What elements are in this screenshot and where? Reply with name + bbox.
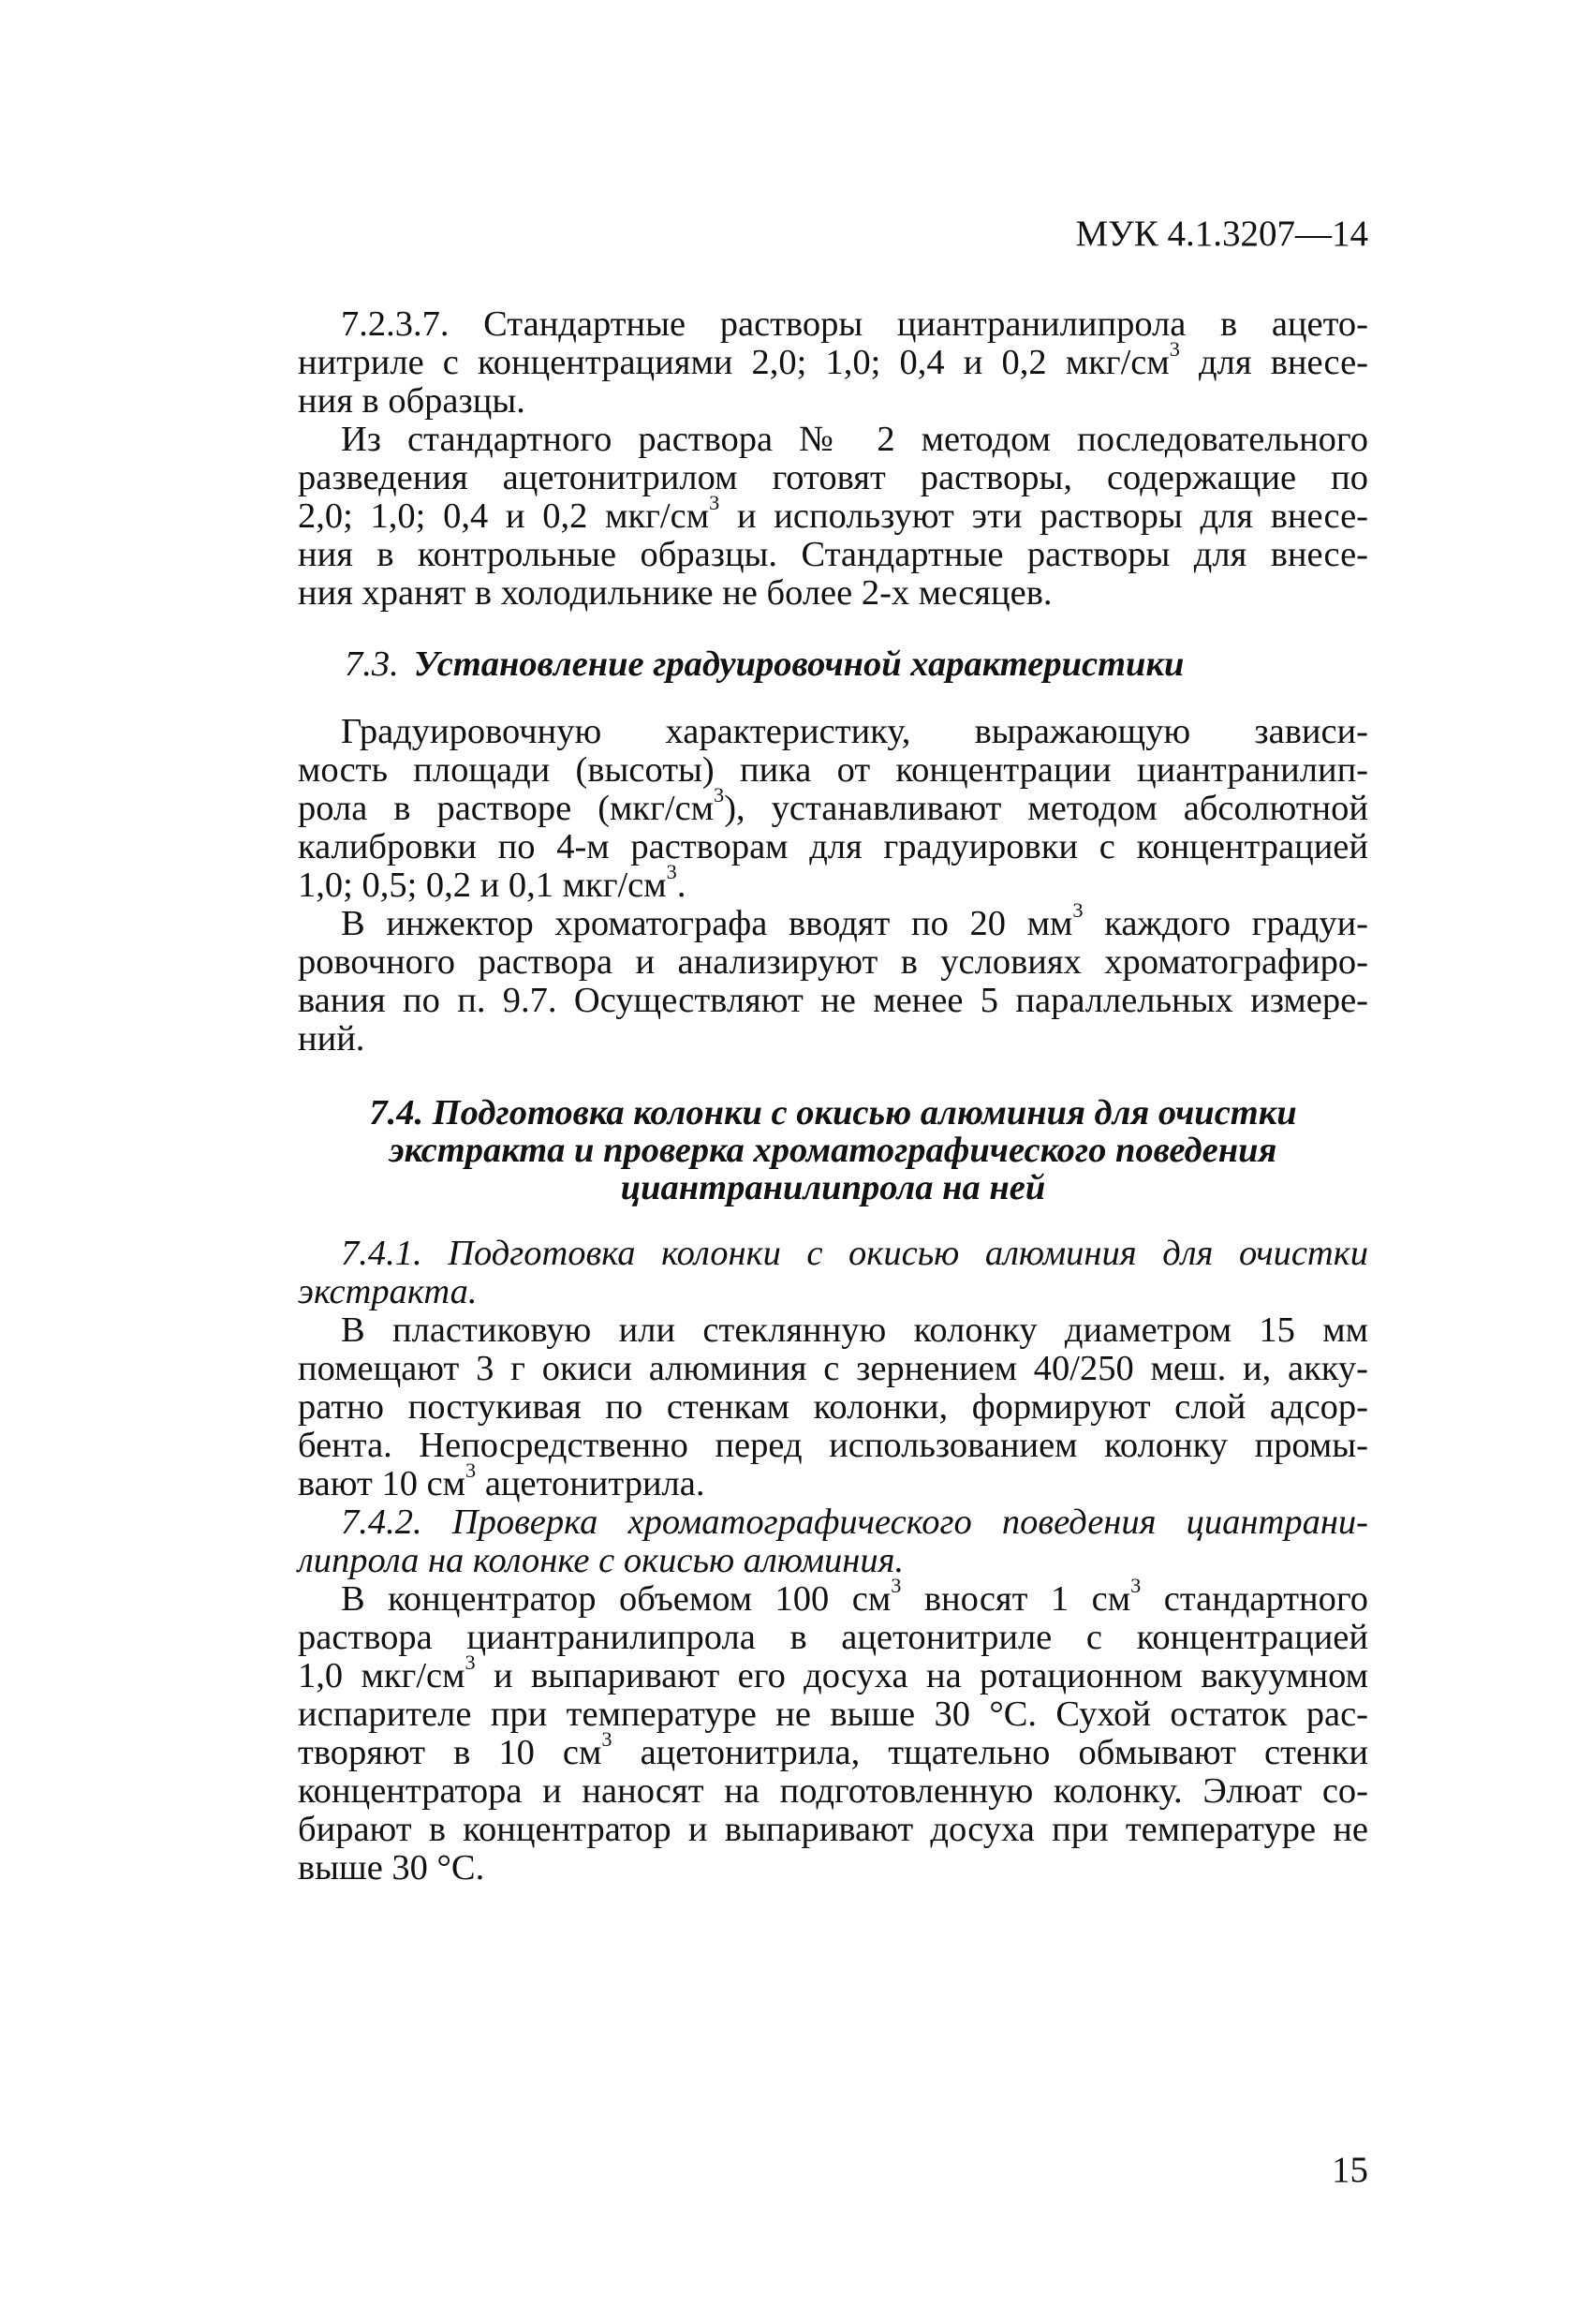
text-line: 1,0; 0,5; 0,2 и 0,1 мкг/$см^3$. xyxy=(298,860,686,905)
text-line: концентратора и наносят на подготовленную колонку. Элюат со- xyxy=(298,1771,1368,1811)
paragraph-column-prep xyxy=(298,1311,1368,1503)
paragraph-7-2-3-7 xyxy=(298,305,1368,421)
page-number: 15 xyxy=(1332,2150,1368,2190)
text-line: вания по п. 9.7. Осуществляют не менее 5 параллельных измере- xyxy=(298,981,1368,1020)
paragraph-injection xyxy=(298,898,1368,1058)
paragraph-calibration xyxy=(298,713,1368,905)
text-line: В концентратор объемом 100 $см^3$ вносят 1 $см^3$ стандартного xyxy=(341,1574,1368,1619)
text-line: ровочного раствора и анализируют в условиях хроматографиро- xyxy=(298,942,1368,982)
text-line: ратно постукивая по стенкам колонки, формируют слой адсор- xyxy=(298,1387,1368,1427)
heading-line: циантранилипрола на ней xyxy=(620,1168,1046,1207)
text-line: мость площади (высоты) пика от концентрации циантранилип- xyxy=(298,750,1368,790)
text-line: рола в растворе $(мкг/см^3)$, устанавливают методом абсолютной xyxy=(298,783,1368,828)
text-line: Градуировочную характеристику, выражающую зависи- xyxy=(341,712,1368,751)
text-line: нитриле с концентрациями 2,0; 1,0; 0,4 и 0,2 мкг/$см^3$ для внесе- xyxy=(298,337,1368,382)
document-code-header: МУК 4.1.3207—14 xyxy=(1075,214,1368,254)
heading-line: 7.4. Подготовка колонки с окисью алюминия для очистки xyxy=(369,1093,1297,1132)
text-line: испарителе при температуре не выше 30 °С. Сухой остаток рас- xyxy=(298,1695,1368,1734)
text-line: разведения ацетонитрилом готовят растворы, содержащие по xyxy=(298,458,1368,497)
text-line: 2,0; 1,0; 0,4 и 0,2 мкг/$см^3$ и используют эти растворы для внесе- xyxy=(298,491,1368,536)
text-line: липрола на колонке с окисью алюминия. xyxy=(298,1541,905,1580)
text-line: выше 30 °С. xyxy=(298,1848,485,1887)
section-heading-7-3: 7.3. Установление градуировочной характеристики xyxy=(345,644,1185,684)
text-line: ния в контрольные образцы. Стандартные растворы для внесе- xyxy=(298,535,1368,574)
text-line: 1,0 мкг/$см^3$ и выпаривают его досуха на ротационном вакуумном xyxy=(298,1650,1368,1695)
text-line: вают 10 $см^3$ ацетонитрила. xyxy=(298,1458,705,1503)
text-line: 7.2.3.7. Стандартные растворы циантранилипрола в ацето- xyxy=(341,304,1368,344)
text-line: 7.4.2. Проверка хроматографического поведения циантрани- xyxy=(341,1502,1368,1542)
text-line: творяют в 10 $см^3$ ацетонитрила, тщательно обмывают стенки xyxy=(298,1727,1368,1772)
text-line: ния в образцы. xyxy=(298,381,525,421)
text-line: экстракта. xyxy=(298,1272,478,1311)
text-line: В инжектор хроматографа вводят по 20 $мм^3$ каждого градуи- xyxy=(341,898,1368,943)
paragraph-dilution xyxy=(298,421,1368,613)
page-content xyxy=(298,305,1368,1887)
text-line: помещают 3 г окиси алюминия с зернением 40/250 меш. и, акку- xyxy=(298,1349,1368,1388)
text-line: В пластиковую или стеклянную колонку диаметром 15 мм xyxy=(341,1310,1368,1350)
text-line: ния хранят в холодильнике не более 2-х месяцев. xyxy=(298,573,1053,613)
text-line: раствора циантранилипрола в ацетонитриле с концентрацией xyxy=(298,1618,1368,1657)
text-line: Из стандартного раствора № 2 методом последовательного xyxy=(341,420,1368,459)
paragraph-column-check xyxy=(298,1574,1368,1887)
text-line: бента. Непосредственно перед использованием колонку промы- xyxy=(298,1426,1368,1465)
text-line: 7.4.1. Подготовка колонки с окисью алюминия для очистки xyxy=(341,1234,1368,1273)
text-line: ний. xyxy=(298,1019,365,1058)
heading-line: экстракта и проверка хроматографического поведения xyxy=(389,1131,1277,1170)
subsection-heading-7-4-1 xyxy=(298,1235,1368,1311)
subsection-heading-7-4-2 xyxy=(298,1503,1368,1580)
text-line: бирают в концентратор и выпаривают досуха при температуре не xyxy=(298,1810,1368,1849)
text-line: калибровки по 4-м растворам для градуировки с концентрацией xyxy=(298,827,1368,866)
section-heading-7-4 xyxy=(298,1094,1368,1206)
